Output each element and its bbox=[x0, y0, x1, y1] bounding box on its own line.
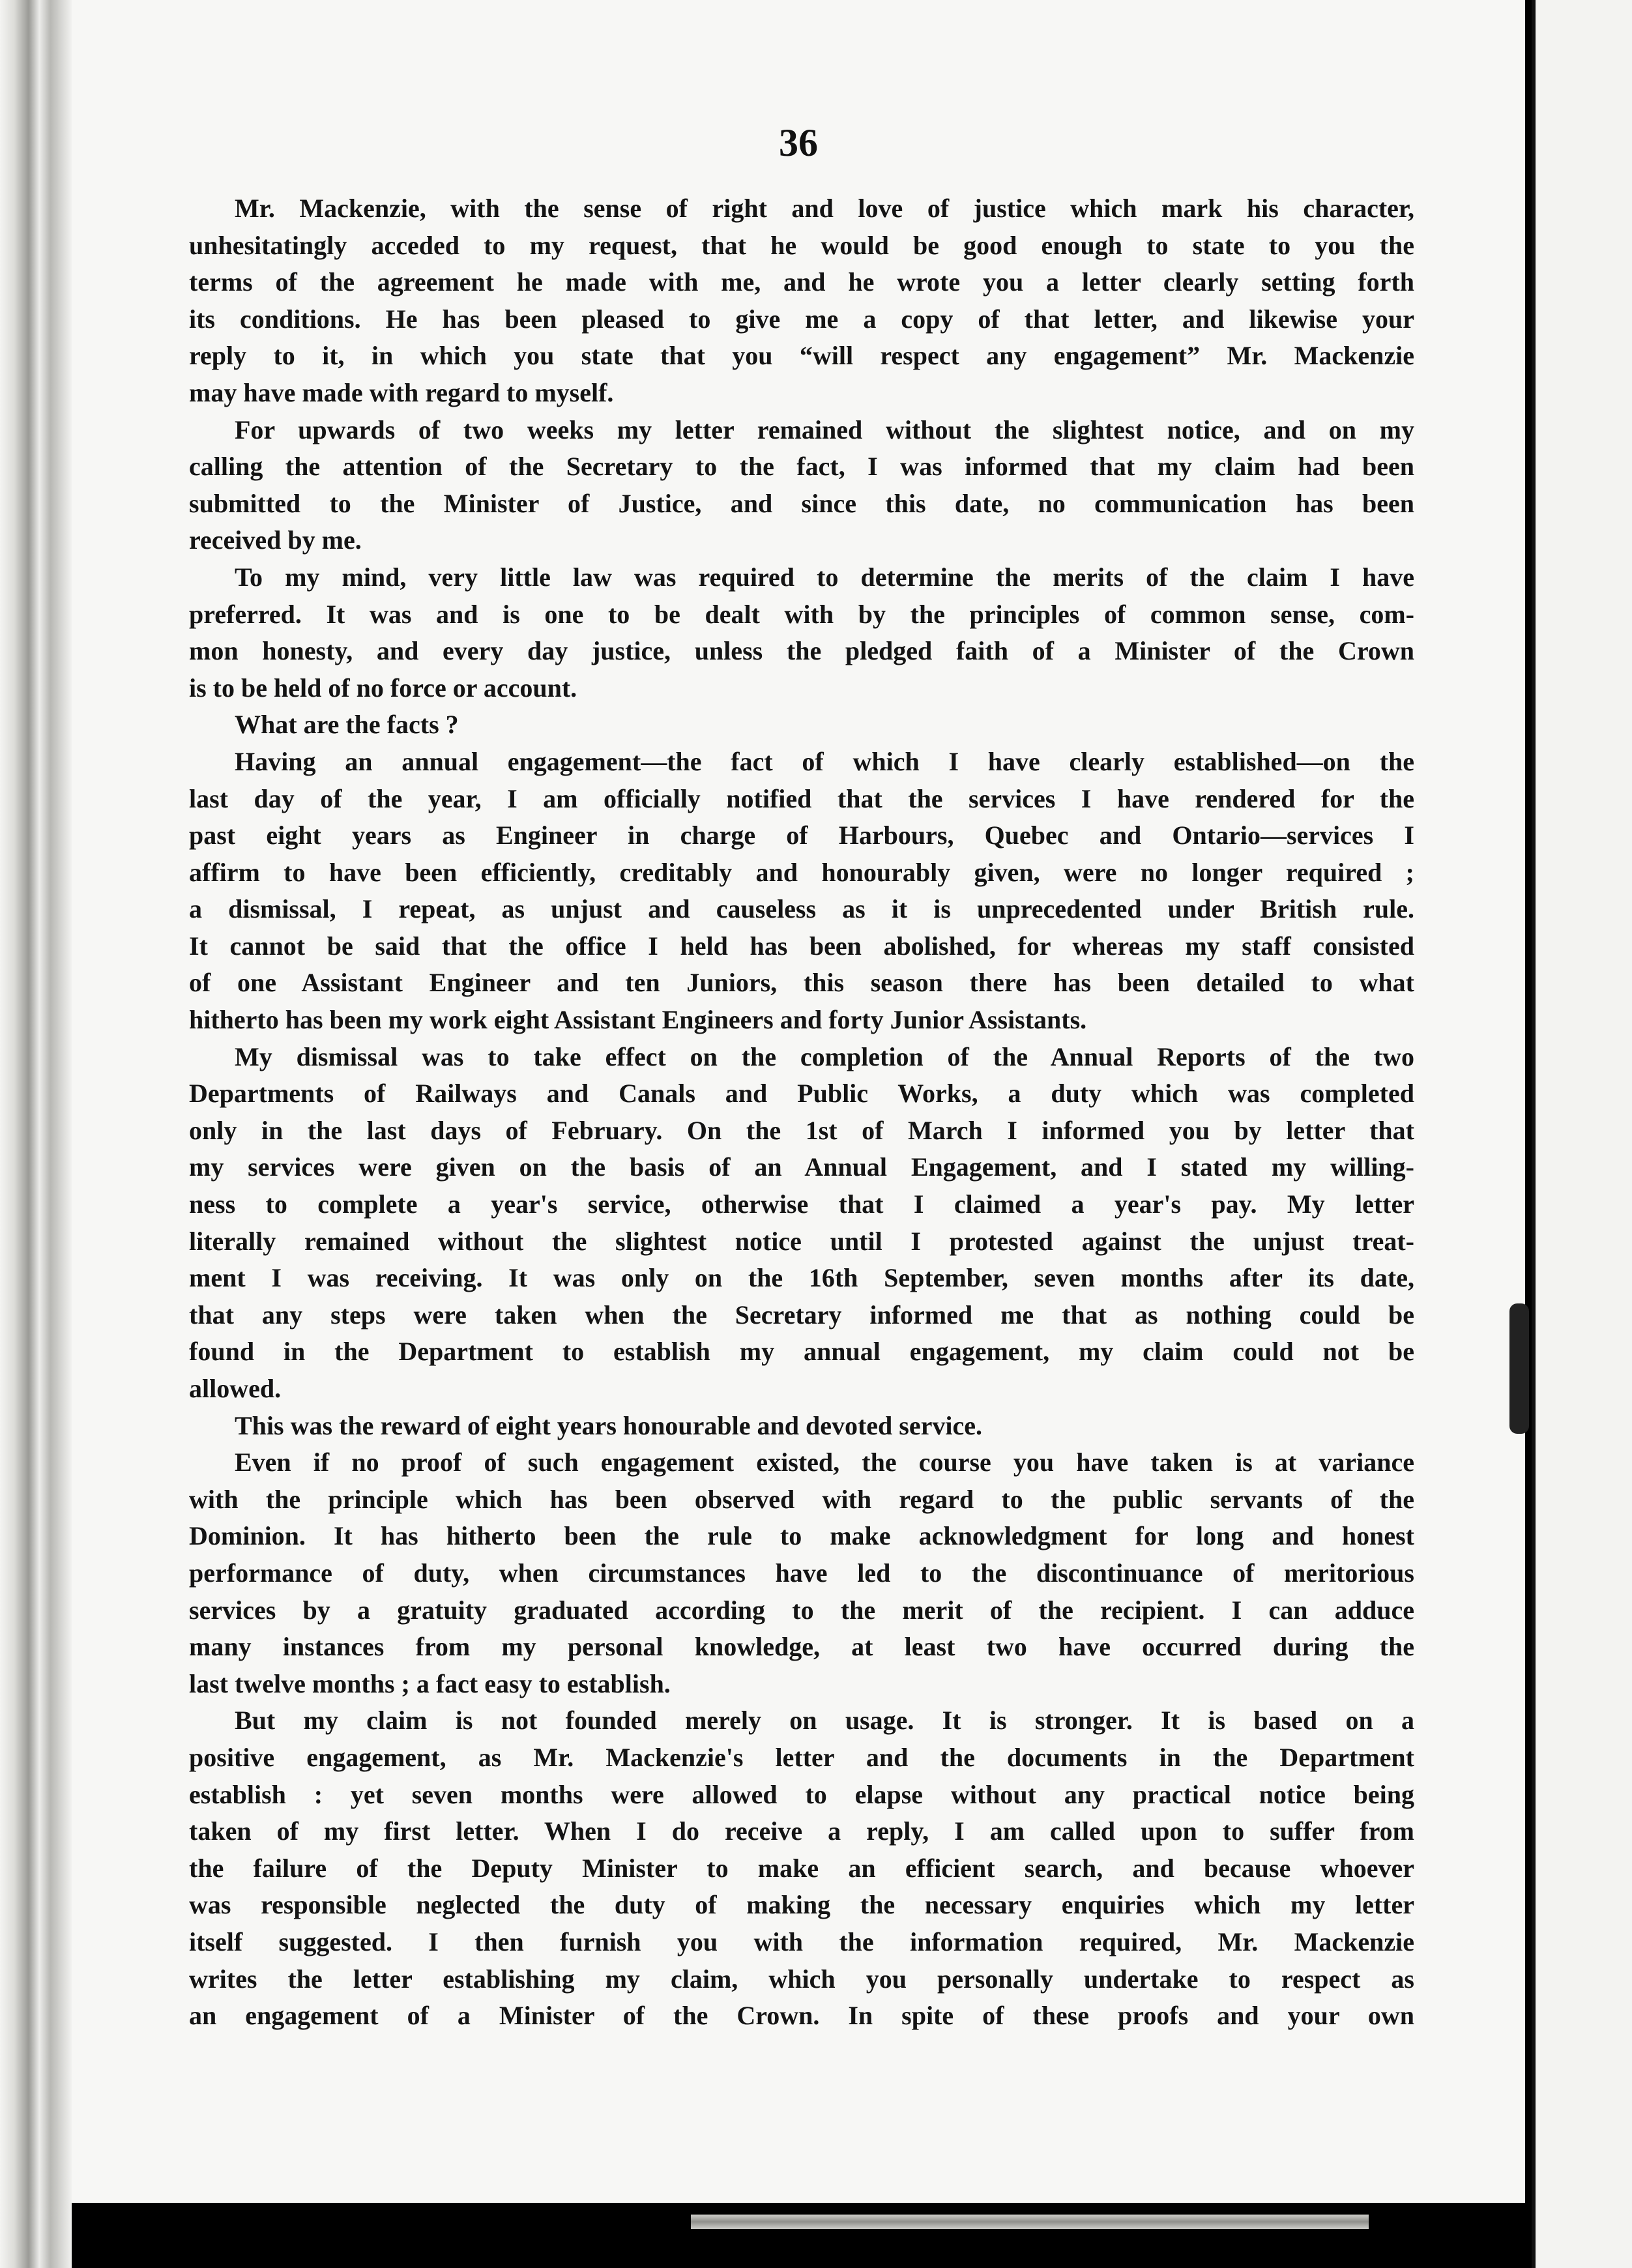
text-line: a dismissal, I repeat, as unjust and causeless as it is unprecedented under British rule. bbox=[189, 894, 1414, 924]
text-line: Even if no proof of such engagement existed, the course you have taken is at variance bbox=[235, 1447, 1414, 1477]
text-line: was responsible neglected the duty of making the necessary enquiries which my letter bbox=[189, 1890, 1414, 1920]
text-line: many instances from my personal knowledge, at least two have occurred during the bbox=[189, 1632, 1414, 1662]
text-line: What are the facts ? bbox=[235, 710, 459, 740]
text-line: taken of my first letter. When I do receive a reply, I am called upon to suffer from bbox=[189, 1816, 1414, 1846]
binding-mark bbox=[1509, 1303, 1529, 1434]
text-line: My dismissal was to take effect on the completion of the Annual Reports of the two bbox=[235, 1041, 1414, 1071]
text-line: may have made with regard to myself. bbox=[189, 377, 614, 407]
text-line: performance of duty, when circumstances have led to the discontinuance of meritorious bbox=[189, 1558, 1414, 1588]
text-line: is to be held of no force or account. bbox=[189, 673, 577, 703]
text-line: last twelve months ; a fact easy to establish. bbox=[189, 1668, 671, 1698]
text-line: its conditions. He has been pleased to give me a copy of that letter, and likewise your bbox=[189, 304, 1414, 334]
text-line: Mr. Mackenzie, with the sense of right and love of justice which mark his character, bbox=[235, 194, 1414, 223]
text-line: my services were given on the basis of an Annual Engagement, and I stated my willing- bbox=[189, 1152, 1414, 1182]
text-line: submitted to the Minister of Justice, and since this date, no communication has been bbox=[189, 488, 1414, 518]
text-line: last day of the year, I am officially notified that the services I have rendered for the bbox=[189, 783, 1414, 813]
text-line: affirm to have been efficiently, creditably and honourably given, were no longer required ; bbox=[189, 857, 1414, 887]
text-line: Having an annual engagement—the fact of which I have clearly established—on the bbox=[235, 746, 1414, 776]
text-line: reply to it, in which you state that you “will respect any engagement” Mr. Mackenzie bbox=[189, 341, 1414, 371]
text-line: hitherto has been my work eight Assistant Engineers and forty Junior Assistants. bbox=[189, 1005, 1087, 1035]
text-line: services by a gratuity graduated according to the merit of the recipient. I can adduce bbox=[189, 1595, 1414, 1625]
text-line: of one Assistant Engineer and ten Juniors, this season there has been detailed to what bbox=[189, 968, 1414, 998]
text-line: For upwards of two weeks my letter remained without the slightest notice, and on my bbox=[235, 414, 1414, 444]
text-line: To my mind, very little law was required to determine the merits of the claim I have bbox=[235, 562, 1414, 592]
text-line: Departments of Railways and Canals and Public Works, a duty which was completed bbox=[189, 1079, 1414, 1109]
scan-left-edge bbox=[0, 0, 72, 2268]
document-page bbox=[72, 0, 1525, 2203]
text-line: writes the letter establishing my claim, which you personally undertake to respect as bbox=[189, 1964, 1414, 1994]
text-line: an engagement of a Minister of the Crown. In spite of these proofs and your own bbox=[189, 2001, 1414, 2031]
text-line: that any steps were taken when the Secretary informed me that as nothing could be bbox=[189, 1300, 1414, 1330]
text-line: received by me. bbox=[189, 525, 362, 555]
text-line: calling the attention of the Secretary to the fact, I was informed that my claim had been bbox=[189, 452, 1414, 482]
body-text bbox=[189, 190, 1414, 2035]
text-line: with the principle which has been observed with regard to the public servants of the bbox=[189, 1484, 1414, 1514]
text-line: ment I was receiving. It was only on the 16th September, seven months after its date, bbox=[189, 1263, 1414, 1293]
adjacent-page-edge bbox=[1532, 0, 1632, 2268]
text-line: ness to complete a year's service, otherwise that I claimed a year's pay. My letter bbox=[189, 1189, 1414, 1219]
text-line: It cannot be said that the office I held has been abolished, for whereas my staff consisted bbox=[189, 931, 1414, 961]
text-line: mon honesty, and every day justice, unless the pledged faith of a Minister of the Crown bbox=[189, 636, 1414, 666]
text-line: preferred. It was and is one to be dealt with by the principles of common sense, com- bbox=[189, 599, 1414, 629]
text-line: positive engagement, as Mr. Mackenzie's letter and the documents in the Department bbox=[189, 1742, 1414, 1772]
text-line: terms of the agreement he made with me, and he wrote you a letter clearly setting forth bbox=[189, 267, 1414, 297]
text-line: But my claim is not founded merely on usage. It is stronger. It is based on a bbox=[235, 1706, 1414, 1736]
text-line: establish : yet seven months were allowed to elapse without any practical notice being bbox=[189, 1779, 1414, 1809]
page-number: 36 bbox=[779, 121, 818, 164]
text-line: literally remained without the slightest notice until I protested against the unjust treat- bbox=[189, 1226, 1414, 1256]
text-line: the failure of the Deputy Minister to make an efficient search, and because whoever bbox=[189, 1853, 1414, 1883]
text-line: found in the Department to establish my annual engagement, my claim could not be bbox=[189, 1337, 1414, 1367]
text-line: Dominion. It has hitherto been the rule to make acknowledgment for long and honest bbox=[189, 1521, 1414, 1551]
text-line: This was the reward of eight years honourable and devoted service. bbox=[235, 1410, 982, 1440]
text-line: allowed. bbox=[189, 1374, 282, 1403]
scan-bottom-edge bbox=[691, 2215, 1369, 2229]
text-line: itself suggested. I then furnish you with the information required, Mr. Mackenzie bbox=[189, 1926, 1414, 1956]
text-line: only in the last days of February. On the 1st of March I informed you by letter that bbox=[189, 1115, 1414, 1145]
text-line: past eight years as Engineer in charge of Harbours, Quebec and Ontario—services I bbox=[189, 821, 1414, 850]
text-line: unhesitatingly acceded to my request, that he would be good enough to state to you the bbox=[189, 230, 1414, 260]
